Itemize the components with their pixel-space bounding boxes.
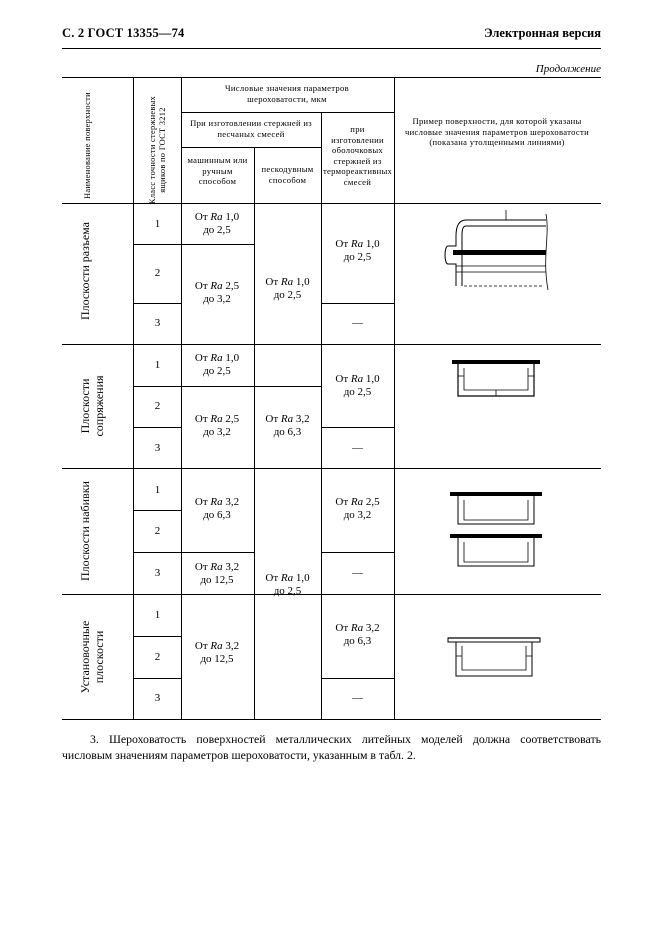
value-cell: От Ra 1,0 до 2,5 [335,238,380,263]
example-drawing-nabivki [446,486,546,581]
class-cell: 3 [154,567,161,579]
header-machine-manual: машинным или ручным способом [187,155,248,187]
table-hline [133,678,181,679]
value-cell: От Ra 3,2 до 6,3 [335,622,380,647]
header-rule [62,48,601,49]
example-drawing-sopryazheniya [446,356,546,404]
note-paragraph: 3. Шероховатость поверхностей металлических литейных моделей должна соответствовать числовым значениям параметров шероховатости, указанным в табл. 2. [62,732,601,762]
class-cell: 2 [154,267,161,279]
table-hline [321,552,394,553]
table-vline [321,112,322,719]
page-header-left: С. 2 ГОСТ 13355—74 [62,26,185,40]
header-shell-cores: при изготовлении оболочковых стержней из термореактивных смесей [323,124,393,187]
value-cell: От Ra 2,5 до 3,2 [194,413,240,438]
class-cell: 1 [154,359,161,371]
value-cell: От Ra 1,0 до 2,5 [194,211,240,236]
value-cell: От Ra 3,2 до 6,3 [265,413,310,438]
table-header-bottom [62,203,601,204]
table-hline [254,386,321,387]
value-cell: От Ra 1,0 до 2,5 [194,352,240,377]
table-hline [133,552,181,553]
value-cell: От Ra 2,5 до 3,2 [194,280,240,305]
table-hline [181,244,254,245]
continuation-label: Продолжение [535,63,601,75]
table-hline [181,552,254,553]
class-cell: 2 [154,525,161,537]
value-cell: От Ra 2,5 до 3,2 [335,496,380,521]
class-cell: 2 [154,400,161,412]
header-roughness-params: Числовые значения параметров шероховатости, мкм [225,83,349,104]
dash-cell: — [352,692,363,704]
value-cell: От Ra 1,0 до 2,5 [265,276,310,301]
table-hline [181,112,394,113]
class-cell: 3 [154,692,161,704]
value-cell: От Ra 3,2 до 6,3 [194,496,240,521]
table-hline [133,636,181,637]
table-vline [133,77,134,719]
table-hline [181,147,321,148]
class-cell: 3 [154,317,161,329]
dash-cell: — [352,317,363,329]
header-sand-mixes: При изготовлении стержней из песчаных смесей [190,118,312,139]
table-vline [254,147,255,719]
value-cell: От Ra 1,0 до 2,5 [335,373,380,398]
table-top-border [62,77,601,78]
table-hline [321,427,394,428]
table-hline [133,386,181,387]
table-vline [394,77,395,719]
value-cell: От Ra 1,0 до 2,5 [265,572,310,597]
table-hline [321,678,394,679]
class-cell: 2 [154,651,161,663]
class-cell: 1 [154,609,161,621]
class-cell: 3 [154,442,161,454]
table-bottom-border [62,719,601,720]
page-header-right: Электронная версия [484,26,601,40]
table-group-border [62,468,601,469]
example-drawing-razema [436,206,556,296]
table-hline [133,427,181,428]
class-cell: 1 [154,218,161,230]
table-hline [133,303,181,304]
table-group-border [62,594,601,595]
header-surface-name: Наименование поверхности [83,92,92,199]
class-cell: 1 [154,484,161,496]
example-drawing-ustanovochnye [444,632,544,684]
value-cell: От Ra 3,2 до 12,5 [194,561,240,586]
header-accuracy-class: Класс точности стержневых ящиков по ГОСТ 3212 [148,95,167,205]
table-hline [254,468,321,469]
group-name-nabivki: Плоскости набивки [78,481,92,581]
group-name-razema: Плоскости разъема [78,221,92,321]
table-hline [133,244,181,245]
value-cell: От Ra 3,2 до 12,5 [194,640,240,665]
dash-cell: — [352,567,363,579]
dash-cell: — [352,442,363,454]
table-hline [181,386,254,387]
table-hline [321,303,394,304]
group-name-ustanovochnye: Установочные плоскости [78,620,106,694]
table-group-border [62,344,601,345]
header-sandblast: пескодувным способом [261,164,314,185]
group-name-sopryazheniya: Плоскости сопряжения [78,375,106,437]
header-example: Пример поверхности, для которой указаны числовые значения параметров шероховатости (показана утолщенными линиями) [405,116,589,148]
table-hline [133,510,181,511]
